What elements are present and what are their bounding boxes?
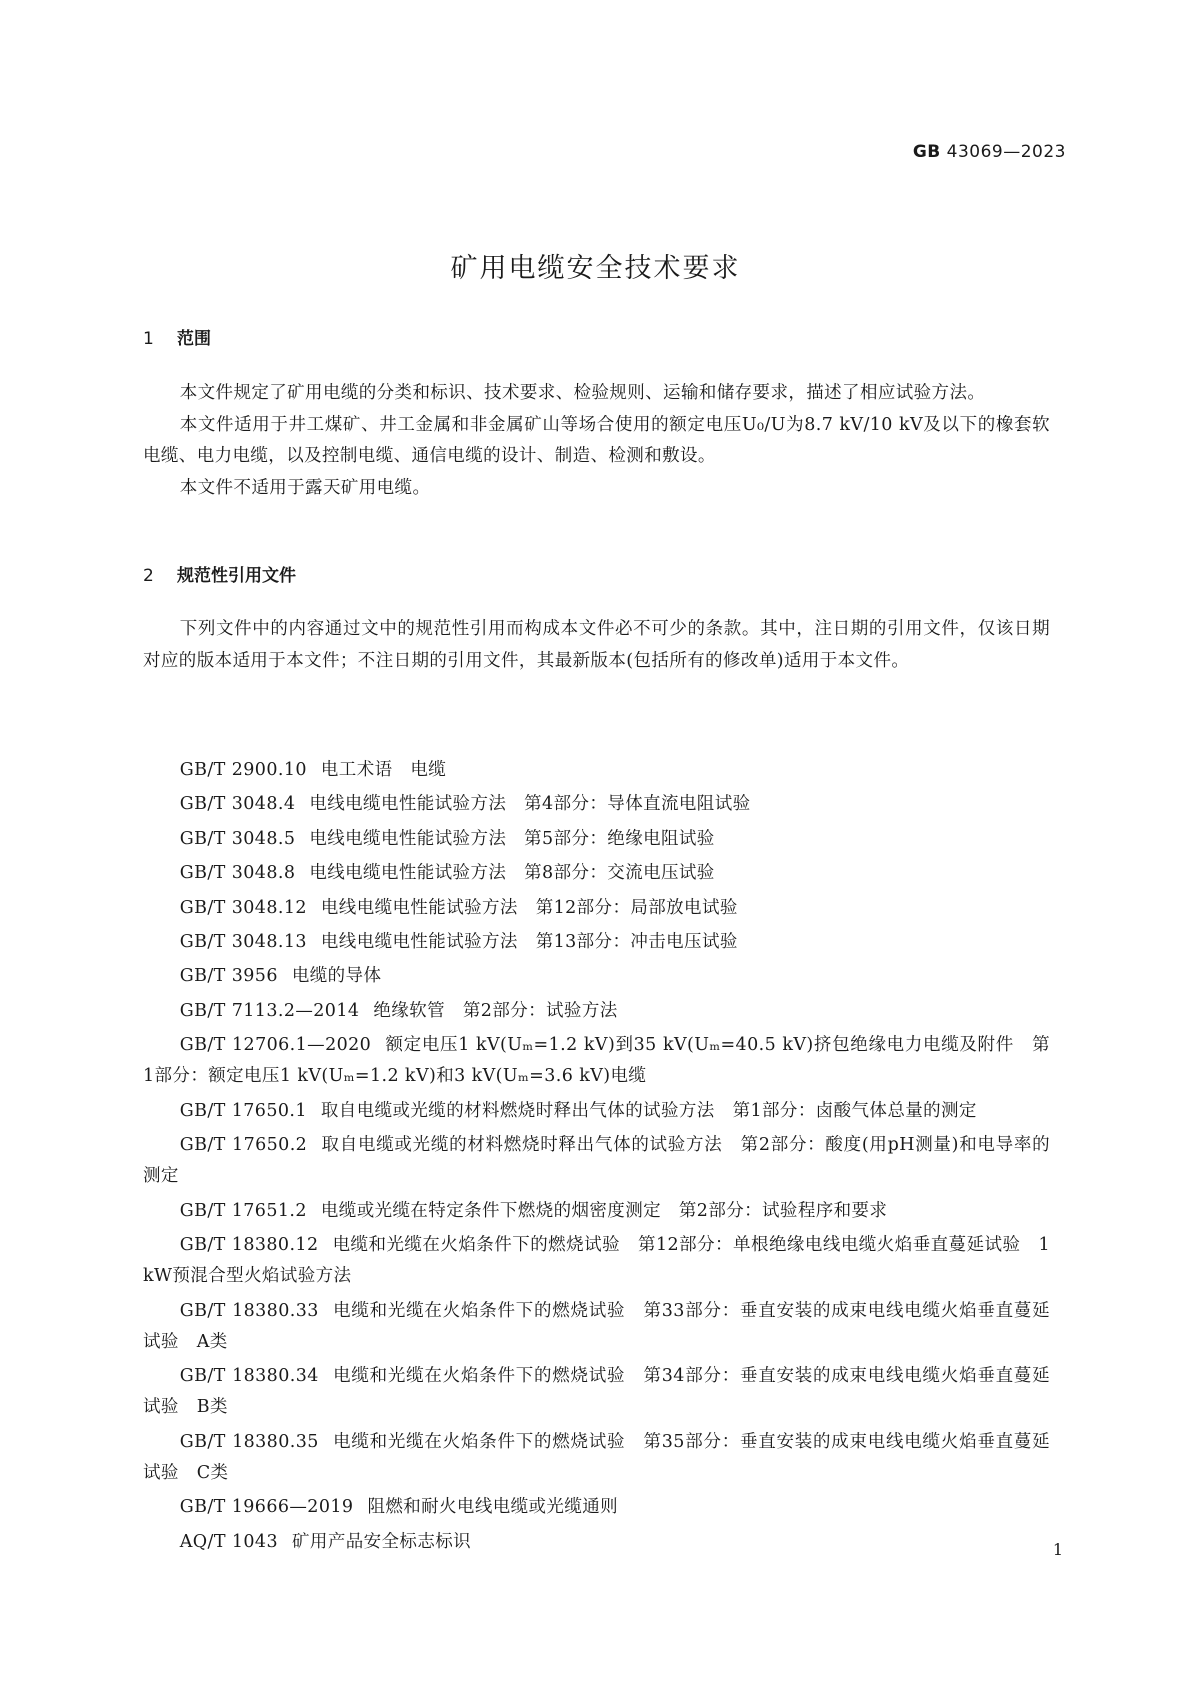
reference-item	[143, 1196, 1050, 1227]
section-1-paragraph: 本文件不适用于露天矿用电缆。	[179, 477, 431, 498]
reference-title: 电工术语 电缆	[320, 760, 447, 780]
reference-title: 电线电缆电性能试验方法 第5部分：绝缘电阻试验	[309, 828, 715, 849]
reference-title: 电线电缆电性能试验方法 第12部分：局部放电试验	[320, 897, 738, 918]
reference-code: GB/T 3048.8	[179, 863, 296, 884]
reference-item	[143, 927, 1050, 958]
section-2-intro	[143, 614, 1050, 677]
reference-item	[143, 1527, 1050, 1558]
reference-title: 电缆和光缆在火焰条件下的燃烧试验 第12部分：单根绝缘电线电缆火焰垂直蔓延试验 1 kW预混合型火焰试验方法	[143, 1235, 1050, 1287]
reference-item	[143, 893, 1050, 924]
section-1-paragraph: 本文件适用于井工煤矿、井工金属和非金属矿山等场合使用的额定电压U₀/U为8.7 kV/10 kV及以下的橡套软电缆、电力电缆，以及控制电缆、通信电缆的设计、制造、检测和敷设。	[143, 414, 1050, 466]
reference-item	[143, 1230, 1050, 1292]
reference-code: GB/T 3048.12	[179, 897, 307, 918]
section-1-paragraph: 本文件规定了矿用电缆的分类和标识、技术要求、检验规则、运输和储存要求，描述了相应试验方法。	[179, 383, 986, 403]
reference-code: GB/T 3048.13	[179, 931, 307, 952]
reference-title: 电线电缆电性能试验方法 第13部分：冲击电压试验	[320, 931, 738, 952]
reference-item	[143, 1296, 1050, 1358]
reference-code: GB/T 12706.1—2020	[179, 1035, 372, 1056]
reference-item	[143, 1130, 1050, 1192]
reference-title: 电线电缆电性能试验方法 第8部分：交流电压试验	[309, 863, 715, 884]
section-1-number: 1	[143, 329, 154, 349]
standard-code-prefix: GB	[912, 142, 941, 162]
reference-code: AQ/T 1043	[179, 1531, 279, 1552]
reference-item	[143, 789, 1050, 820]
reference-item	[143, 824, 1050, 855]
section-2-intro-paragraph: 下列文件中的内容通过文中的规范性引用而构成本文件必不可少的条款。其中，注日期的引用文件，仅该日期对应的版本适用于本文件；不注日期的引用文件，其最新版本(包括所有的修改单)适用于本文件。	[143, 619, 1050, 671]
section-1-body	[143, 378, 1050, 504]
section-2-heading	[143, 561, 296, 586]
section-1-title: 范围	[177, 329, 211, 349]
reference-item	[143, 1096, 1050, 1127]
reference-code: GB/T 18380.34	[179, 1366, 319, 1387]
reference-title: 矿用产品安全标志标识	[292, 1531, 472, 1552]
reference-item	[143, 961, 1050, 992]
reference-title: 电缆和光缆在火焰条件下的燃烧试验 第33部分：垂直安装的成束电线电缆火焰垂直蔓延试验 A类	[143, 1300, 1051, 1352]
reference-title: 电缆和光缆在火焰条件下的燃烧试验 第34部分：垂直安装的成束电线电缆火焰垂直蔓延试验 B类	[143, 1366, 1051, 1418]
section-2-number: 2	[143, 566, 154, 586]
reference-title: 电线电缆电性能试验方法 第4部分：导体直流电阻试验	[309, 794, 751, 815]
reference-code: GB/T 17650.2	[179, 1135, 308, 1156]
reference-code: GB/T 3048.5	[179, 828, 296, 849]
reference-code: GB/T 18380.33	[179, 1300, 319, 1321]
page-number: 1	[1052, 1540, 1063, 1559]
reference-code: GB/T 19666—2019	[179, 1497, 354, 1518]
reference-code: GB/T 17650.1	[179, 1100, 307, 1121]
reference-item	[143, 1030, 1050, 1092]
reference-code: GB/T 3048.4	[179, 794, 296, 815]
reference-item	[143, 755, 1050, 786]
reference-code: GB/T 7113.2—2014	[179, 1000, 360, 1021]
reference-list	[143, 755, 1050, 1561]
document-title: 矿用电缆安全技术要求	[450, 253, 741, 284]
reference-code: GB/T 18380.12	[179, 1235, 319, 1256]
reference-title: 取自电缆或光缆的材料燃烧时释出气体的试验方法 第1部分：卤酸气体总量的测定	[320, 1100, 977, 1121]
reference-item	[143, 996, 1050, 1027]
reference-title: 绝缘软管 第2部分：试验方法	[373, 1000, 618, 1021]
standard-code-number: 43069—2023	[946, 142, 1066, 162]
reference-code: GB/T 18380.35	[179, 1431, 319, 1452]
reference-item	[143, 1492, 1050, 1523]
reference-title: 阻燃和耐火电线电缆或光缆通则	[367, 1497, 619, 1518]
reference-title: 取自电缆或光缆的材料燃烧时释出气体的试验方法 第2部分：酸度(用pH测量)和电导率的测定	[143, 1135, 1050, 1187]
reference-title: 电缆和光缆在火焰条件下的燃烧试验 第35部分：垂直安装的成束电线电缆火焰垂直蔓延试验 C类	[143, 1431, 1051, 1484]
reference-title: 电缆或光缆在特定条件下燃烧的烟密度测定 第2部分：试验程序和要求	[320, 1200, 888, 1221]
section-1-heading	[143, 324, 211, 349]
standard-code	[913, 142, 1066, 162]
reference-title: 电缆的导体	[291, 966, 382, 987]
reference-code: GB/T 3956	[179, 966, 278, 987]
reference-item	[143, 1361, 1050, 1423]
section-2-title: 规范性引用文件	[177, 566, 296, 586]
reference-code: GB/T 2900.10	[179, 760, 307, 780]
reference-code: GB/T 17651.2	[179, 1200, 307, 1221]
reference-item	[143, 858, 1050, 889]
reference-item	[143, 1427, 1050, 1489]
reference-title: 额定电压1 kV(Uₘ=1.2 kV)到35 kV(Uₘ=40.5 kV)挤包绝缘电力电缆及附件 第1部分：额定电压1 kV(Uₘ=1.2 kV)和3 kV(Uₘ=3.6 kV)电缆	[143, 1035, 1050, 1087]
